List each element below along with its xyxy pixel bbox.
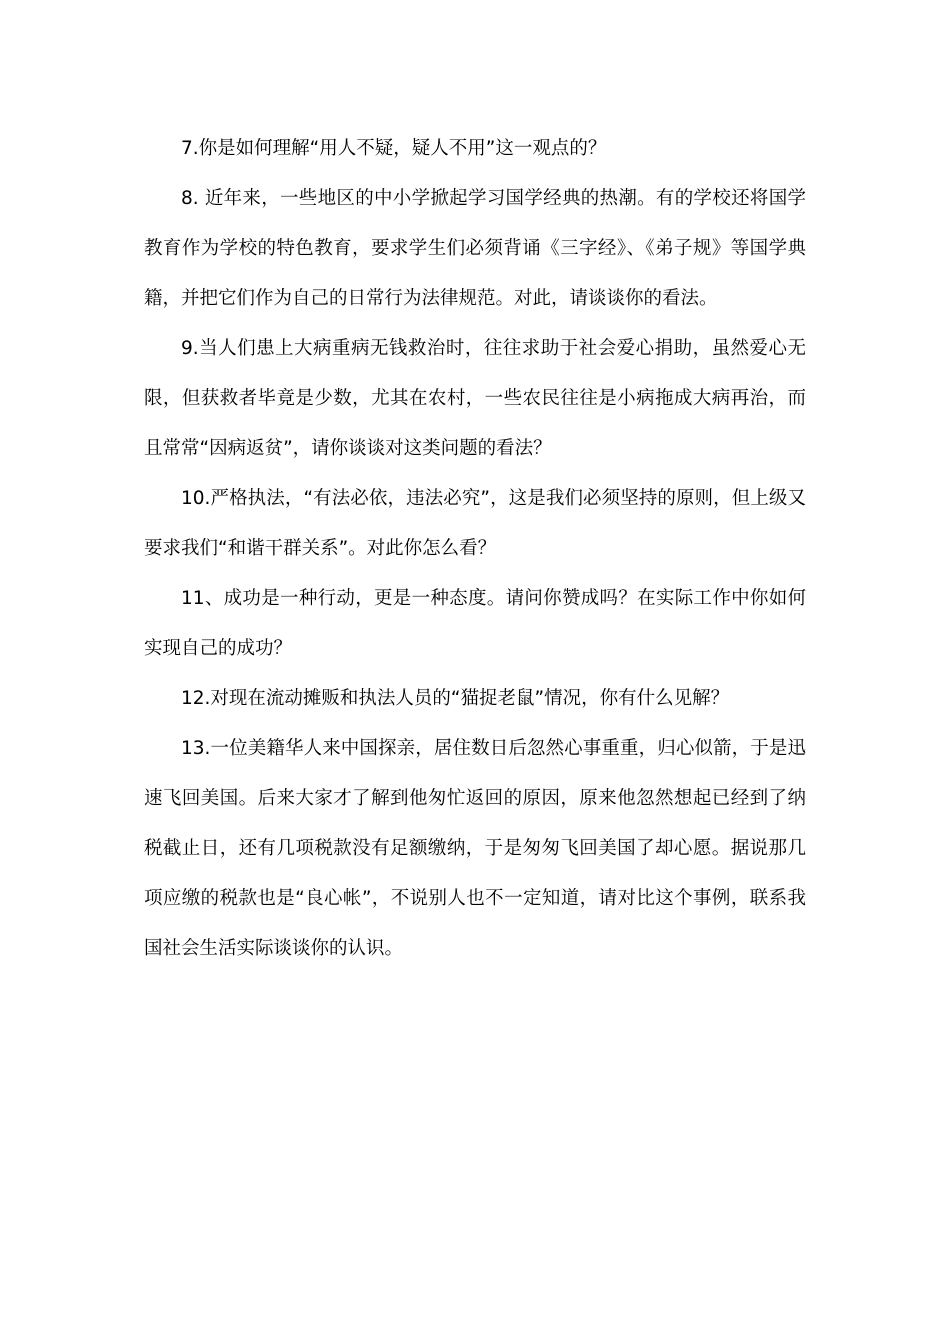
question-8: 8. 近年来，一些地区的中小学掀起学习国学经典的热潮。有的学校还将国学教育作为学校的特色教育，要求学生们必须背诵《三字经》、《弟子规》等国学典籍，并把它们作为自己的日常行为法律规范。对此，请谈谈你的看法。 bbox=[144, 188, 806, 309]
question-11: 11、成功是一种行动，更是一种态度。请问你赞成吗？在实际工作中你如何实现自己的成功？ bbox=[144, 588, 806, 659]
question-7: 7.你是如何理解“用人不疑，疑人不用”这一观点的？ bbox=[181, 138, 607, 159]
question-12: 12.对现在流动摊贩和执法人员的“猫捉老鼠”情况，你有什么见解？ bbox=[181, 688, 730, 709]
question-10: 10.严格执法，“有法必依，违法必究”，这是我们必须坚持的原则，但上级又要求我们“和谐干群关系”。对此你怎么看？ bbox=[144, 488, 806, 559]
document-body bbox=[144, 124, 806, 974]
question-9: 9.当人们患上大病重病无钱救治时，往往求助于社会爱心捐助，虽然爱心无限，但获救者毕竟是少数，尤其在农村，一些农民往往是小病拖成大病再治，而且常常“因病返贫”，请你谈谈对这类问题的看法？ bbox=[144, 338, 806, 459]
question-13: 13.一位美籍华人来中国探亲，居住数日后忽然心事重重，归心似箭，于是迅速飞回美国。后来大家才了解到他匆忙返回的原因，原来他忽然想起已经到了纳税截止日，还有几项税款没有足额缴纳，于是匆匆飞回美国了却心愿。据说那几项应缴的税款也是“良心帐”，不说别人也不一定知道，请对比这个事例，联系我国社会生活实际谈谈你的认识。 bbox=[144, 738, 806, 959]
